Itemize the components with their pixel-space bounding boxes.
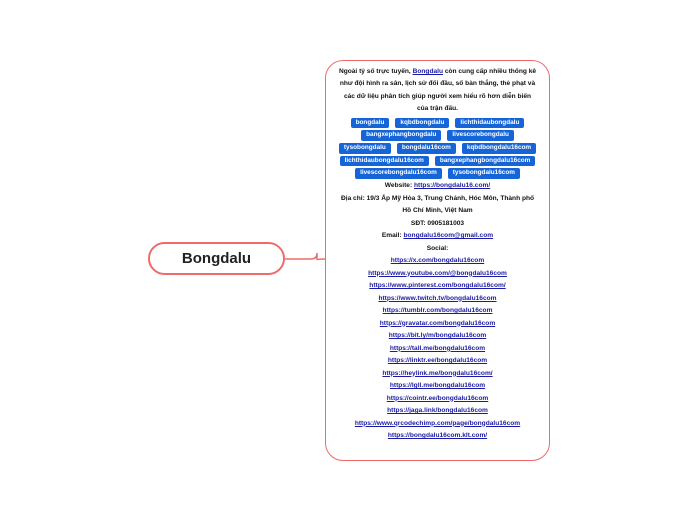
intro-text-before: Ngoài tỷ số trực tuyến, [338,68,413,75]
intro-paragraph [338,66,537,116]
social-link[interactable]: https://lgll.me/bongdalu16com [389,382,486,390]
intro-link[interactable]: Bongdalu [412,68,443,75]
social-link[interactable]: https://bongdalu16com.klt.com/ [387,432,488,440]
address-line: Địa chỉ: 19/3 Ấp Mỹ Hòa 3, Trung Chánh, Hóc Môn, Thành phố Hồ Chí Minh, Việt Nam [340,194,535,215]
website-link[interactable]: https://bongdalu16.com/ [414,182,491,190]
tag[interactable]: livescorebongdalu [447,130,513,141]
email-label: Email: [381,232,404,240]
website-line [338,180,537,193]
tag[interactable]: bangxephangbongdalu [361,130,441,141]
tag[interactable]: tysobongdalu16com [448,168,520,179]
tag[interactable]: tysobongdalu [339,143,391,154]
email-link[interactable]: bongdalu16com@gmail.com [403,232,494,240]
tag[interactable]: bangxephangbongdalu16com [435,156,536,167]
social-link[interactable]: https://gravatar.com/bongdalu16com [379,319,496,327]
tag[interactable]: bongdalu [351,118,390,129]
social-link[interactable]: https://tumblr.com/bongdalu16com [382,307,493,315]
social-link[interactable]: https://heylink.me/bongdalu16com/ [382,369,493,377]
social-link[interactable]: https://www.twitch.tv/bongdalu16com [378,294,497,302]
social-link[interactable]: https://bit.ly/m/bongdalu16com [388,332,487,340]
tag[interactable]: bongdalu16com [397,143,456,154]
social-link[interactable]: https://linktr.ee/bongdalu16com [387,357,488,365]
social-label: Social: [426,244,449,252]
tag[interactable]: kqbdbongdalu16com [462,143,536,154]
social-link[interactable]: https://x.com/bongdalu16com [390,257,485,265]
central-topic-node[interactable] [148,242,285,275]
tag[interactable]: kqbdbongdalu [395,118,449,129]
website-label: Website: [384,182,414,190]
tag[interactable]: livescorebongdalu16com [355,168,442,179]
tag[interactable]: lichthidaubongdalu [455,118,524,129]
email-line [338,230,537,243]
social-link[interactable]: https://jaga.link/bongdalu16com [387,407,488,415]
social-link[interactable]: https://cointr.ee/bongdalu16com [386,394,489,402]
central-topic-label: Bongdalu [181,250,252,267]
tag-list [338,117,537,180]
social-link[interactable]: https://www.youtube.com/@bongdalu16com [368,269,507,277]
phone-line: SĐT: 0905181003 [410,219,465,227]
social-link[interactable]: https://www.qrcodechimp.com/page/bongdalu16com [354,419,521,427]
social-link-list [338,255,537,443]
social-link[interactable]: https://www.pinterest.com/bongdalu16com/ [369,282,506,290]
tag[interactable]: lichthidaubongdalu16com [340,156,429,167]
info-card-node[interactable] [325,60,550,461]
intro-text-after: còn cung cấp nhiều thống kê như đội hình ra sân, lịch sử đối đầu, số bàn thắng, thẻ phạt và các dữ liệu phân tích giúp người xem hiểu rõ hơn diễn biến của trận đấu. [339,68,537,113]
social-link[interactable]: https://tall.me/bongdalu16com [389,344,486,352]
